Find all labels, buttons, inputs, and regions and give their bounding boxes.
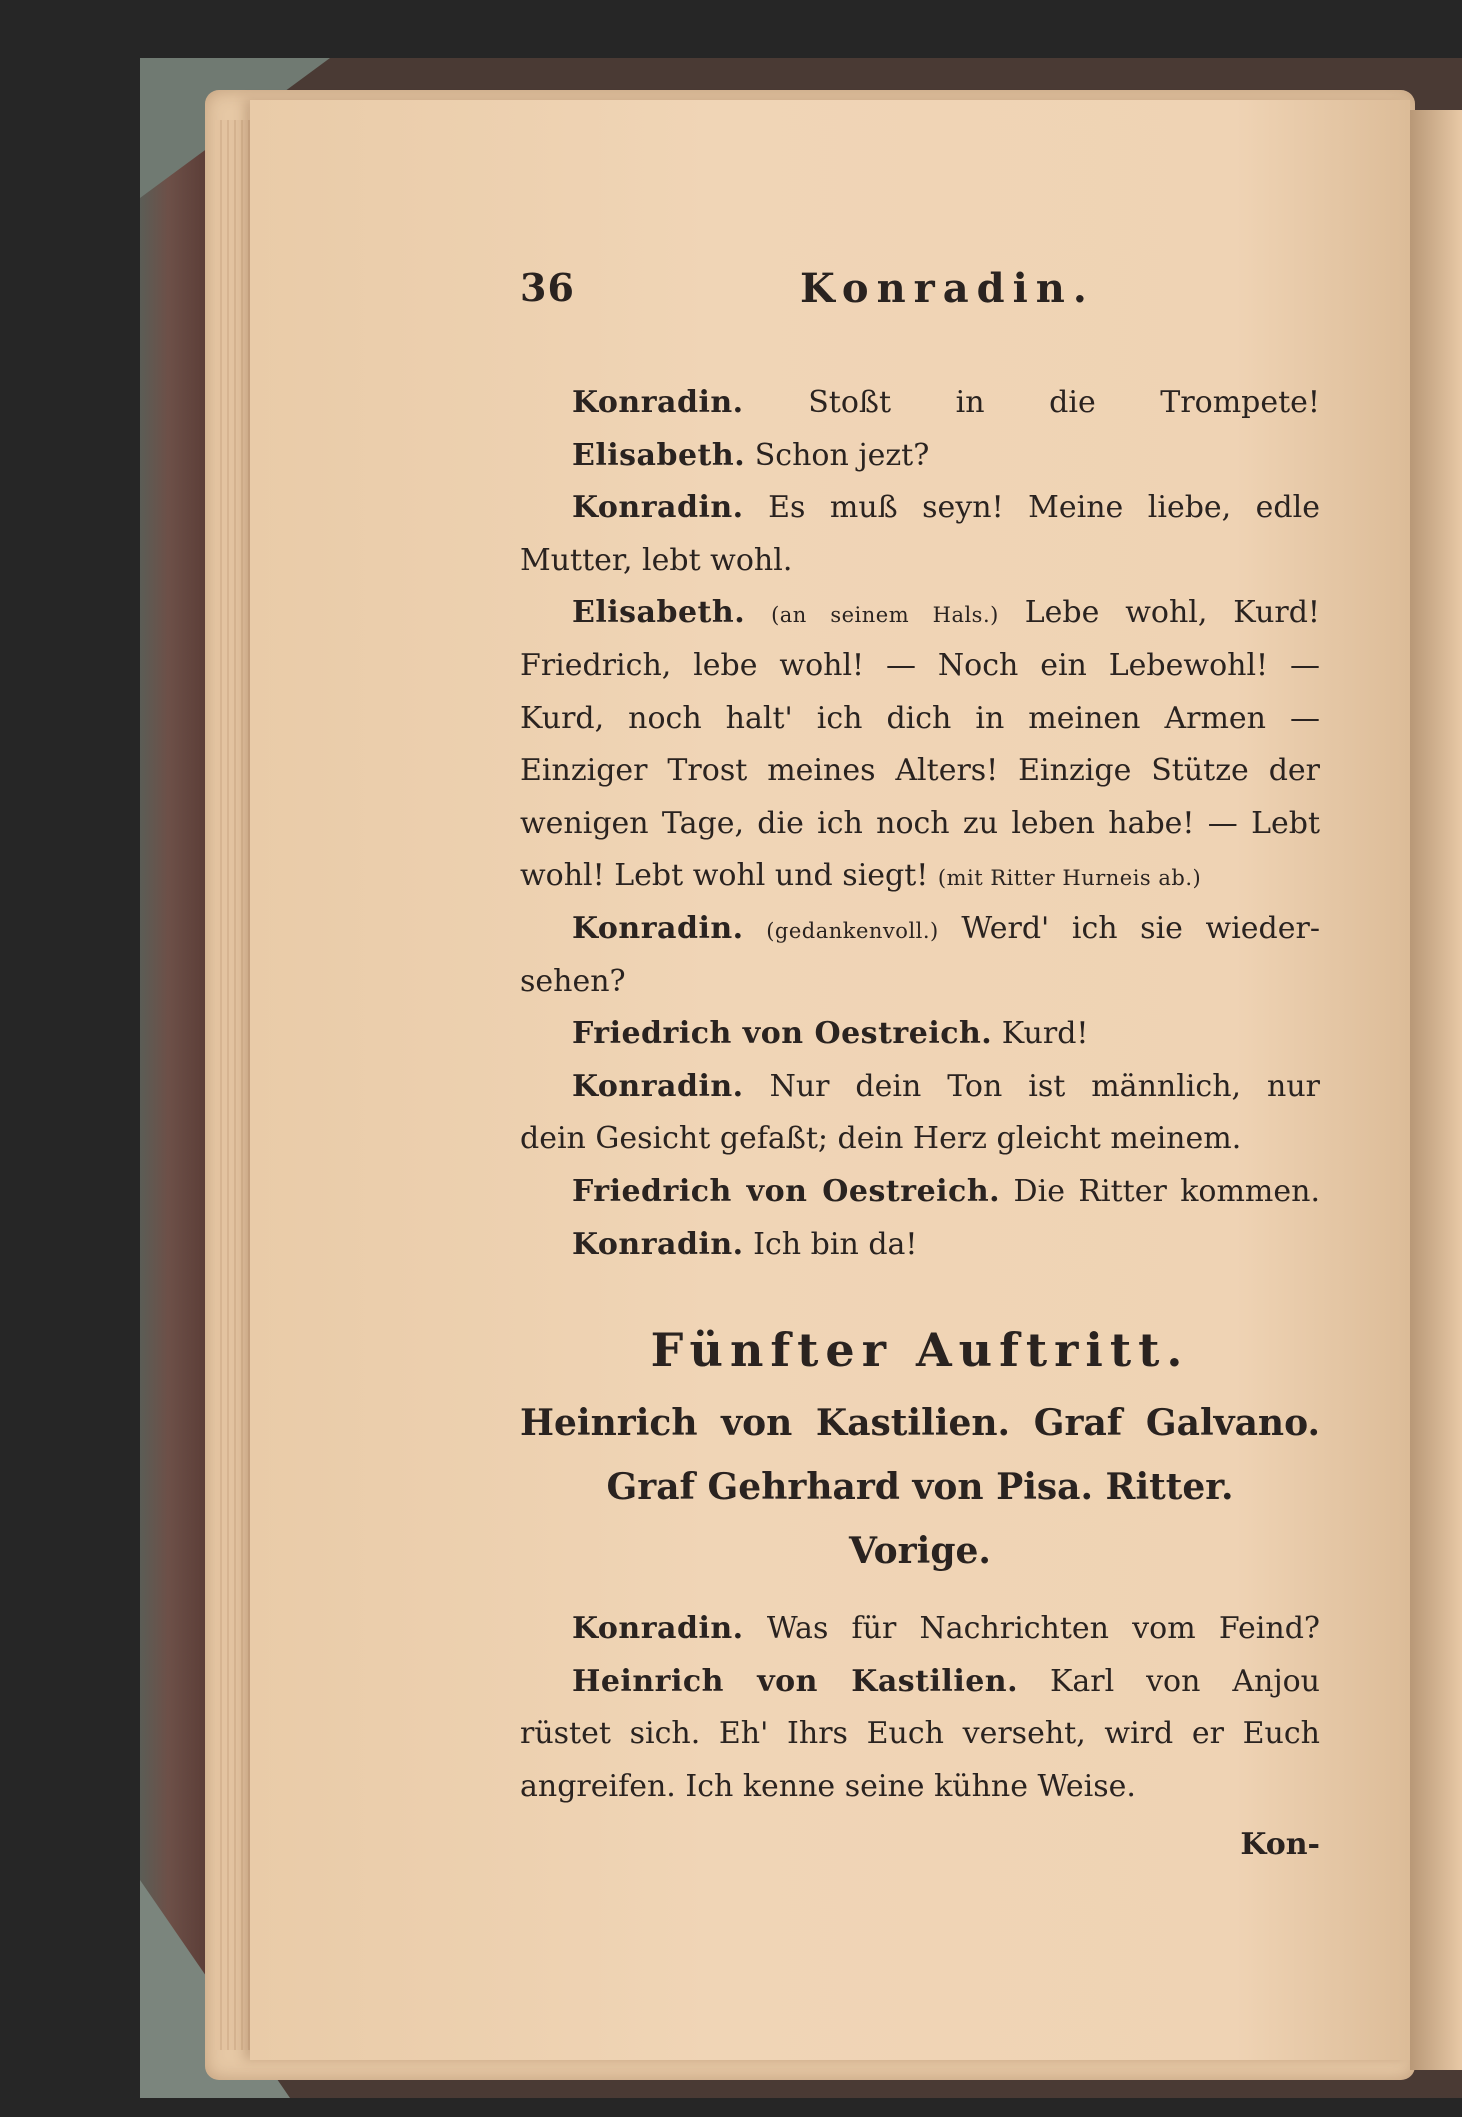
speaker: Elisabeth. (572, 595, 746, 631)
speaker: Elisabeth. (572, 437, 746, 473)
speaker: Heinrich von Kastilien. (572, 1663, 1019, 1699)
speaker: Konradin. (572, 385, 744, 420)
facing-page-edge (1410, 110, 1462, 2070)
dialogue-line (520, 1219, 1320, 1272)
speech: Kurd, noch halt' ich dich in meinen Armen — (520, 700, 1320, 736)
stage-direction: (mit Ritter Hurneis ab.) (937, 866, 1202, 891)
dialogue-block-1 (520, 377, 1320, 1271)
speech: Nur dein Ton ist männlich, nur (769, 1068, 1320, 1104)
speaker: Konradin. (572, 490, 744, 526)
speech: sehen? (520, 963, 626, 999)
catchword: Kon- (1240, 1827, 1320, 1863)
stage-direction: (an seinem Hals.) (771, 603, 999, 628)
speech: wohl! Lebt wohl und siegt! (520, 858, 929, 894)
dialogue-line (520, 798, 1320, 851)
page-number: 36 (520, 265, 575, 310)
dialogue-line (520, 640, 1320, 693)
book-cover-edge (140, 58, 210, 2098)
speech: wenigen Tage, die ich noch zu leben habe! — Lebt (520, 805, 1320, 841)
dialogue-line (520, 1008, 1320, 1061)
dialogue-line (520, 1061, 1320, 1114)
cast-list (520, 1391, 1320, 1583)
scene-heading: Fünfter Auftritt. (650, 1323, 1190, 1378)
cast-line: Heinrich von Kastilien. Graf Galvano. (520, 1402, 1320, 1445)
speech: Einziger Trost meines Alters! Einzige Stütze der (520, 753, 1320, 789)
dialogue-block-2 (520, 1603, 1320, 1813)
dialogue-line (520, 903, 1320, 956)
speech: Karl von Anjou (1049, 1663, 1321, 1699)
speech: Kurd! (1001, 1016, 1089, 1052)
dialogue-line (520, 377, 1320, 430)
dialogue-line (520, 1166, 1320, 1219)
dialogue-line (520, 850, 1320, 903)
speech: Werd' ich sie wieder- (961, 910, 1320, 946)
speech: Was für Nachrichten vom Feind? (766, 1611, 1320, 1647)
speech: Ich bin da! (753, 1226, 918, 1262)
dialogue-line (520, 430, 1320, 483)
speaker: Konradin. (572, 1226, 744, 1262)
dialogue-line (520, 535, 1320, 588)
speech: rüstet sich. Eh' Ihrs Euch verseht, wird er Euch (520, 1716, 1320, 1752)
cast-line: Vorige. (849, 1530, 991, 1573)
speaker: Friedrich von Oestreich. (572, 1016, 993, 1052)
page-edges (215, 120, 255, 2050)
dialogue-line (520, 693, 1320, 746)
speech: Es muß seyn! Meine liebe, edle (768, 490, 1320, 526)
dialogue-line (520, 745, 1320, 798)
dialogue-line (520, 1708, 1320, 1761)
page-content (520, 265, 1320, 1871)
speech: Die Ritter kommen. (1013, 1173, 1320, 1209)
speaker: Friedrich von Oestreich. (572, 1173, 1001, 1209)
speech: angreifen. Ich kenne seine kühne Weise. (520, 1768, 1136, 1804)
dialogue-line (520, 1113, 1320, 1166)
dialogue-line (520, 1761, 1320, 1814)
speaker: Konradin. (572, 1068, 744, 1104)
speech: Schon jezt? (754, 437, 930, 473)
speech: dein Gesicht gefaßt; dein Herz gleicht meinem. (520, 1121, 1242, 1157)
dialogue-line (520, 1603, 1320, 1656)
speech: Stoßt in die Trompete! (808, 385, 1320, 420)
running-title: Konradin. (800, 265, 1095, 312)
dialogue-line (520, 482, 1320, 535)
dialogue-line (520, 1656, 1320, 1709)
dialogue-line (520, 587, 1320, 640)
speech: Friedrich, lebe wohl! — Noch ein Lebewohl! — (520, 647, 1320, 683)
dialogue-line (520, 956, 1320, 1009)
speech: Lebe wohl, Kurd! (1024, 595, 1320, 631)
speech: Mutter, lebt wohl. (520, 542, 793, 578)
speaker: Konradin. (572, 1611, 744, 1647)
speaker: Konradin. (572, 910, 744, 946)
page-header (520, 265, 1320, 335)
stage-direction: (gedankenvoll.) (766, 918, 939, 943)
cast-line: Graf Gehrhard von Pisa. Ritter. (606, 1466, 1234, 1509)
